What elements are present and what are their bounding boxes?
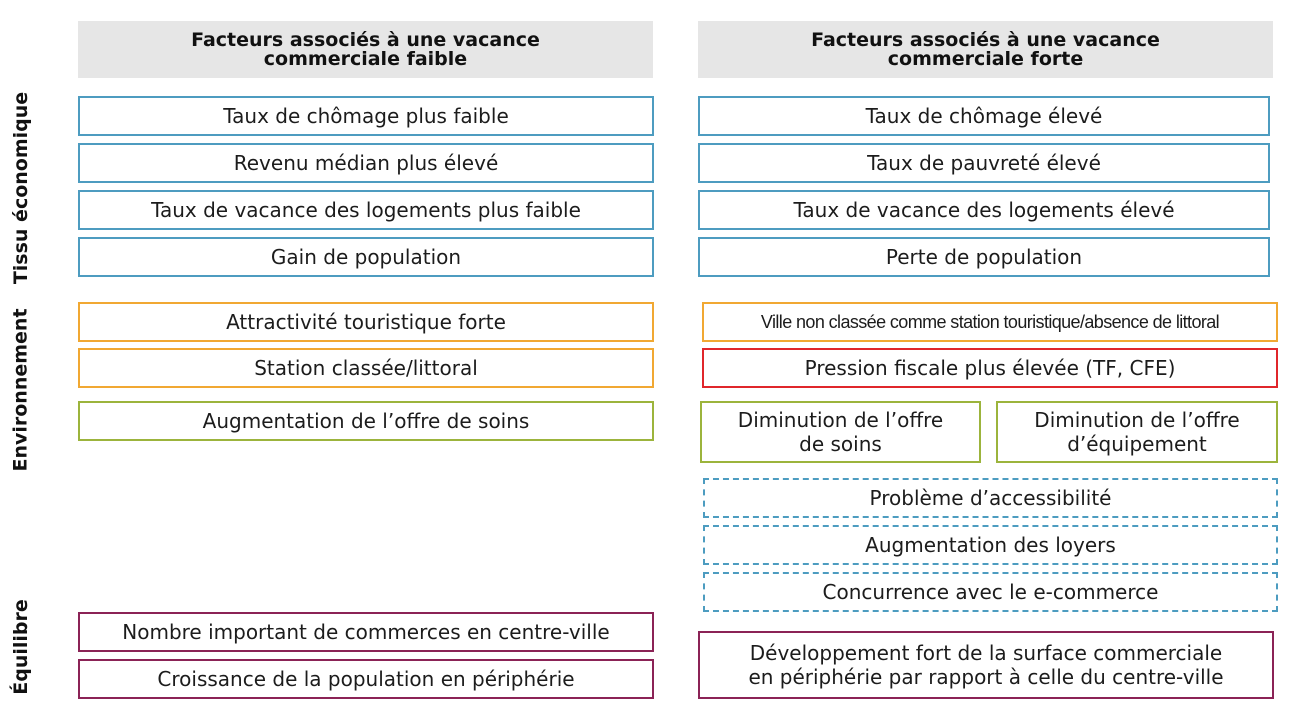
factor-box-high-logements [698,190,1270,230]
factor-box-high-soins [700,401,981,463]
factor-box-high-station [702,302,1278,342]
factor-label: Augmentation de l’offre de soins [202,409,530,433]
factor-label-line1: Diminution de l’offre [1034,408,1240,432]
header-low-line2: commerciale faible [263,47,468,70]
factor-box-high-equipement [996,401,1278,463]
factor-box-low-commerces-centre [78,612,654,652]
factor-label-line1: Diminution de l’offre [737,408,944,432]
factor-label: Perte de population [885,245,1083,269]
header-high-line1: Facteurs associés à une vacance [811,28,1160,51]
factor-box-high-accessibilite [703,478,1278,518]
factor-box-low-population [78,237,654,277]
factor-box-high-loyers [703,525,1278,565]
factor-label: Taux de pauvreté élevé [867,151,1101,175]
factor-box-high-pression-fiscale [702,348,1278,388]
header-high-line2: commerciale forte [887,47,1084,70]
factor-label: Taux de vacance des logements plus faible [151,198,581,222]
factor-box-high-population [698,237,1270,277]
category-environnement-label: Environnement [10,308,32,472]
factor-label: Station classée/littoral [254,356,478,380]
factor-label: Attractivité touristique forte [226,310,506,334]
category-environnement [6,300,36,480]
factor-label-line2: de soins [799,432,882,456]
factor-box-low-chomage [78,96,654,136]
factor-box-low-revenu [78,143,654,183]
factor-label: Taux de chômage élevé [865,104,1103,128]
factor-label: Croissance de la population en périphérie [157,667,575,691]
category-tissu-label: Tissu économique [10,91,32,285]
factor-label: Taux de vacance des logements élevé [793,198,1175,222]
factor-box-high-surface-commerciale [698,631,1274,699]
factor-label: Gain de population [270,245,462,269]
factor-label: Problème d’accessibilité [869,486,1112,510]
factor-box-low-station [78,348,654,388]
factor-box-low-soins [78,401,654,441]
factor-label: Ville non classée comme station touristique/absence de littoral [760,312,1220,332]
factor-label: Nombre important de commerces en centre-ville [122,620,610,644]
factor-label: Taux de chômage plus faible [223,104,509,128]
factor-label-line1: Développement fort de la surface commerciale [749,641,1223,665]
factor-label-line2: en périphérie par rapport à celle du centre-ville [748,665,1224,689]
factor-box-low-tourisme [78,302,654,342]
category-equilibre-label: Équilibre [10,599,33,695]
factor-box-high-chomage [698,96,1270,136]
header-low-line1: Facteurs associés à une vacance [191,28,540,51]
factor-label: Pression fiscale plus élevée (TF, CFE) [804,356,1176,380]
factor-label-line2: d’équipement [1067,432,1207,456]
header-low-vacancy [78,21,653,78]
factor-box-high-ecommerce [703,572,1278,612]
factor-label: Augmentation des loyers [865,533,1116,557]
factor-label: Concurrence avec le e-commerce [822,580,1159,604]
header-high-vacancy [698,21,1273,78]
factor-box-low-croissance-peripherie [78,659,654,699]
factor-box-low-logements [78,190,654,230]
factor-label: Revenu médian plus élevé [233,151,499,175]
category-equilibre [6,592,36,702]
factor-box-high-pauvrete [698,143,1270,183]
category-tissu-economique [6,88,36,288]
